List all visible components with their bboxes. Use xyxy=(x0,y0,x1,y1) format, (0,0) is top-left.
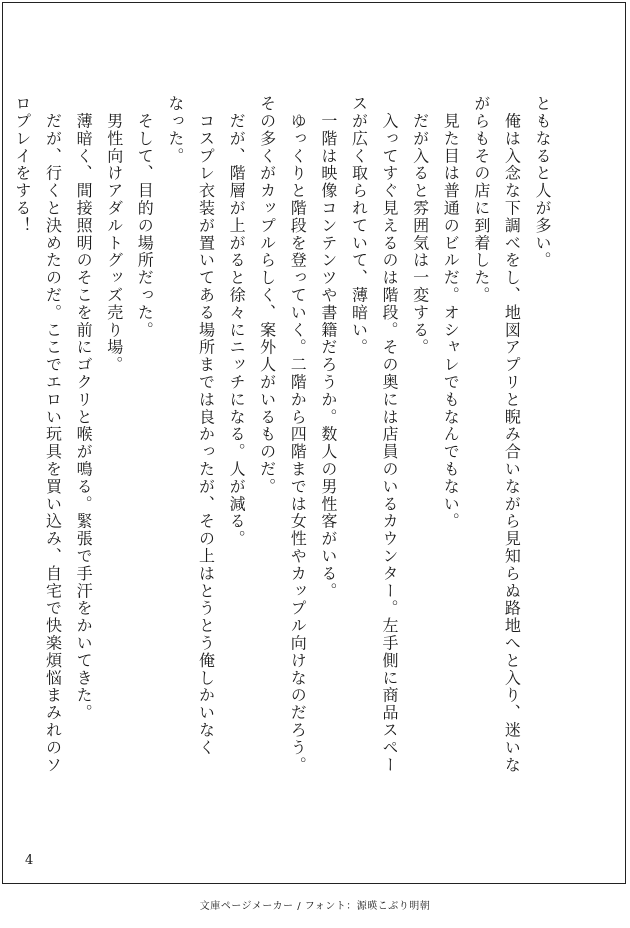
body-text xyxy=(6,95,557,855)
text-line: そして、目的の場所だった。 xyxy=(135,95,155,339)
text-line: ゆっくりと階段を登っていく。二階から四階までは女性やカップル向けなのだろう。 xyxy=(288,95,308,774)
text-line: 一階は映像コンテンツや書籍だろうか。数人の男性客がいる。 xyxy=(318,95,338,600)
text-line: ロプレイをする！ xyxy=(12,95,32,235)
text-line: だが入ると雰囲気は一変する。 xyxy=(410,95,430,356)
text-line: その多くがカップルらしく、案外人がいるものだ。 xyxy=(257,95,277,496)
text-line: がらもその店に到着した。 xyxy=(471,95,491,304)
text-line: だが、階層が上がると徐々にニッチになる。人が減る。 xyxy=(227,95,247,548)
text-line: だが、行くと決めたのだ。ここでエロい玩具を買い込み、自宅で快楽煩悩まみれのソ xyxy=(43,95,63,774)
text-line: 薄暗く、間接照明のそこを前にゴクリと喉が鳴る。緊張で手汗をかいてきた。 xyxy=(74,95,94,722)
footer-credit: 文庫ページメーカー / フォント：源暎こぶり明朝 xyxy=(199,901,431,912)
text-line: コスプレ衣装が置いてある場所までは良かったが、その上はとうとう俺しかいなく xyxy=(196,95,216,757)
text-line: 見た目は普通のビルだ。オシャレでもなんでもない。 xyxy=(441,95,461,530)
page-frame xyxy=(2,2,626,884)
text-line: 俺は入念な下調べをし、地図アプリと睨み合いながら見知らぬ路地へと入り、迷いな xyxy=(502,95,522,774)
text-line: ともなると人が多い。 xyxy=(533,95,552,269)
text-line: なった。 xyxy=(165,95,185,165)
text-line: 男性向けアダルトグッズ売り場。 xyxy=(104,95,124,374)
text-line: スが広く取られていて、薄暗い。 xyxy=(349,95,369,356)
page-number: 4 xyxy=(25,853,34,868)
text-line: 入ってすぐ見えるのは階段。その奥には店員のいるカウンター。左手側に商品スペー xyxy=(380,95,400,774)
